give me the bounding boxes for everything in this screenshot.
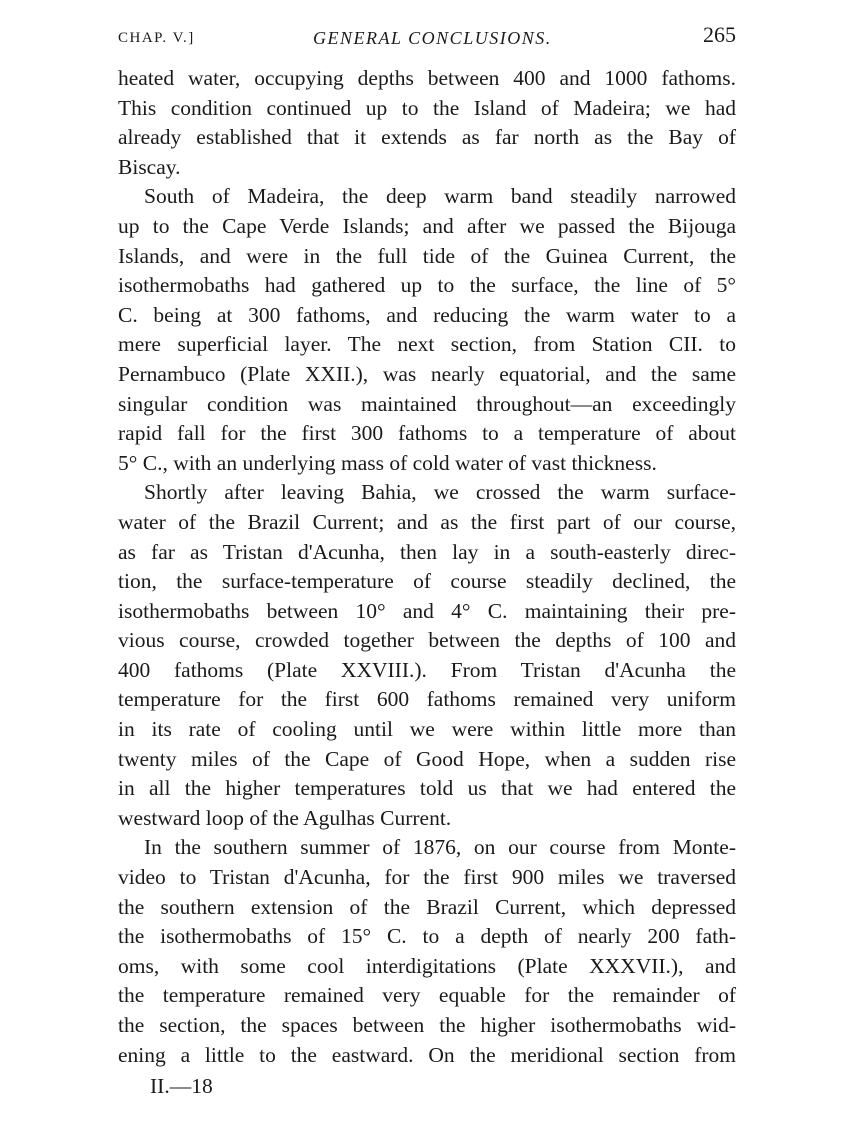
text-line: in all the higher temperatures told us that we had entered the — [118, 776, 736, 801]
text-line: South of Madeira, the deep warm band steadily narrowed — [144, 184, 736, 209]
text-line: isothermobaths between 10° and 4° C. maintaining their pre- — [118, 598, 736, 623]
text-line: Shortly after leaving Bahia, we crossed the warm surface- — [144, 480, 736, 505]
text-line: the southern extension of the Brazil Current, which depressed — [118, 894, 736, 919]
signature-mark: II.—18 — [150, 1074, 213, 1098]
text-line: in its rate of cooling until we were within little more than — [118, 717, 736, 742]
text-line: rapid fall for the first 300 fathoms to a temperature of about — [118, 421, 736, 446]
text-line: ening a little to the eastward. On the meridional section from — [118, 1042, 736, 1067]
text-line: the temperature remained very equable for the remainder of — [118, 983, 736, 1008]
text-line: Biscay. — [118, 154, 181, 179]
body-text — [118, 64, 736, 1070]
text-line: 5° C., with an underlying mass of cold water of vast thickness. — [118, 450, 657, 475]
text-line: twenty miles of the Cape of Good Hope, when a sudden rise — [118, 746, 736, 771]
text-line: oms, with some cool interdigitations (Plate XXXVII.), and — [118, 953, 736, 978]
text-line: water of the Brazil Current; and as the first part of our course, — [118, 509, 736, 534]
text-line: the section, the spaces between the higher isothermobaths wid- — [118, 1013, 736, 1037]
running-header — [118, 22, 736, 52]
text-line: mere superficial layer. The next section, from Station CII. to — [118, 332, 736, 357]
text-line: Islands, and were in the full tide of the Guinea Current, the — [118, 243, 736, 268]
text-line: video to Tristan d'Acunha, for the first 900 miles we traversed — [118, 865, 736, 890]
text-line: up to the Cape Verde Islands; and after we passed the Bijouga — [118, 213, 736, 238]
text-line: isothermobaths had gathered up to the surface, the line of 5° — [118, 273, 736, 298]
text-line: westward loop of the Agulhas Current. — [118, 805, 452, 830]
text-line: singular condition was maintained throughout—an exceedingly — [118, 391, 736, 416]
text-line: C. being at 300 fathoms, and reducing the warm water to a — [118, 302, 736, 327]
text-line: Pernambuco (Plate XXII.), was nearly equatorial, and the same — [118, 361, 736, 386]
text-line: already established that it extends as far north as the Bay of — [118, 125, 736, 150]
text-line: heated water, occupying depths between 400 and 1000 fathoms. — [118, 66, 736, 90]
chapter-label: CHAP. V.] — [118, 30, 195, 46]
text-line: the isothermobaths of 15° C. to a depth of nearly 200 fath- — [118, 924, 736, 949]
text-line: tion, the surface-temperature of course steadily declined, the — [118, 569, 736, 594]
running-title: GENERAL CONCLUSIONS. — [313, 28, 552, 48]
page-number: 265 — [703, 22, 736, 47]
text-line: as far as Tristan d'Acunha, then lay in a south-easterly direc- — [118, 539, 736, 564]
text-line: This condition continued up to the Island of Madeira; we had — [118, 95, 736, 120]
text-line: vious course, crowded together between the depths of 100 and — [118, 628, 736, 653]
text-line: temperature for the first 600 fathoms remained very uniform — [118, 687, 736, 712]
text-line: In the southern summer of 1876, on our course from Monte- — [144, 835, 736, 860]
text-line: 400 fathoms (Plate XXVIII.). From Tristan d'Acunha the — [118, 657, 736, 682]
